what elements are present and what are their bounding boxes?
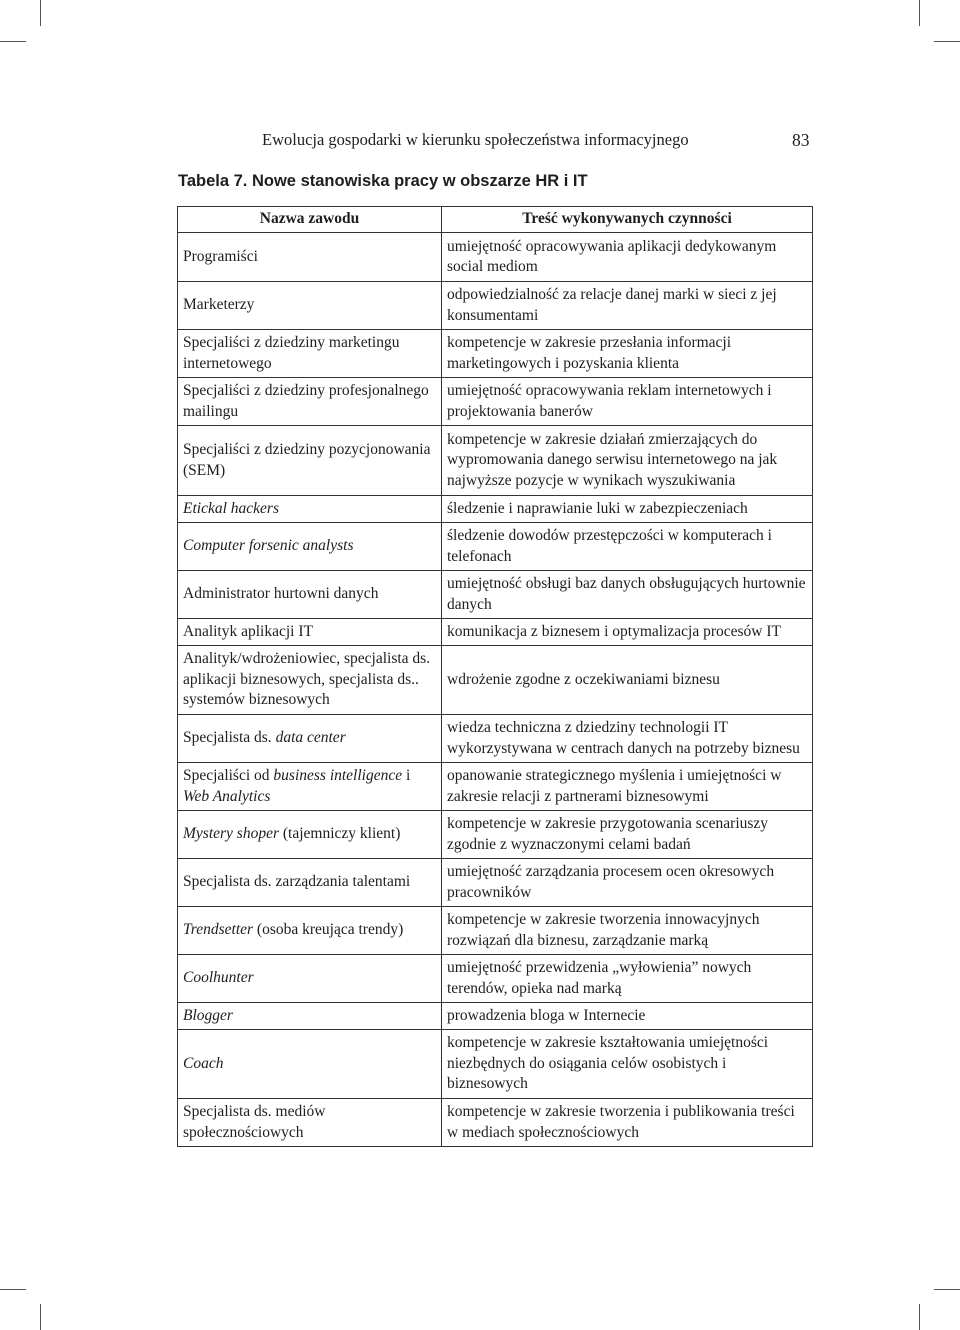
job-name-cell [178, 233, 442, 282]
job-name-italic-part: Coolhunter [183, 969, 254, 987]
job-name-cell [178, 282, 442, 330]
duties-cell: kompetencje w zakresie działań zmierzających do wypromowania danego serwisu internetowego na jak najwyższe pozycje w wynikach wyszukiwania [442, 426, 813, 496]
job-name-part: Marketerzy [183, 296, 255, 314]
job-name-part: Specjaliści od [183, 767, 274, 784]
duties-cell: odpowiedzialność za relacje danej marki w sieci z jej konsumentami [442, 282, 813, 330]
crop-mark [934, 1289, 960, 1290]
duties-cell: umiejętność obsługi baz danych obsługujących hurtownie danych [442, 571, 813, 619]
duties-cell: wdrożenie zgodne z oczekiwaniami biznesu [442, 646, 813, 715]
crop-mark [40, 0, 41, 26]
job-name-cell [178, 523, 442, 571]
job-name-cell [178, 646, 442, 715]
job-name-part: Specjaliści z dziedziny pozycjonowania (SEM) [183, 441, 431, 479]
job-name-italic-part: Coach [183, 1054, 224, 1072]
table-row [178, 763, 813, 811]
table-body [178, 233, 813, 1147]
job-name-cell [178, 1099, 442, 1147]
duties-cell: umiejętność opracowywania aplikacji dedykowanym social mediom [442, 233, 813, 282]
job-name-part: (tajemniczy klient) [279, 825, 401, 843]
table-row [178, 1030, 813, 1099]
duties-cell: umiejętność zarządzania procesem ocen okresowych pracowników [442, 859, 813, 907]
job-name-cell [178, 619, 442, 646]
job-name-italic-part: Trendsetter [183, 921, 254, 939]
job-name-italic-part: Computer forsenic analysts [183, 537, 354, 555]
job-name-part: Analityk aplikacji IT [183, 622, 313, 640]
duties-cell: kompetencje w zakresie przesłania informacji marketingowych i pozyskania klienta [442, 330, 813, 378]
table-row [178, 859, 813, 907]
job-name-cell [178, 955, 442, 1003]
table-header-row [178, 207, 813, 233]
duties-cell: śledzenie dowodów przestępczości w komputerach i telefonach [442, 523, 813, 571]
table-row [178, 282, 813, 330]
table-row [178, 646, 813, 715]
job-name-italic-part: data center [275, 729, 346, 747]
job-name-cell [178, 763, 442, 811]
duties-cell: opanowanie strategicznego myślenia i umiejętności w zakresie relacji z partnerami biznesowymi [442, 763, 813, 811]
job-name-part: Administrator hurtowni danych [183, 585, 379, 603]
job-name-cell [178, 907, 442, 955]
table-row [178, 907, 813, 955]
duties-cell: komunikacja z biznesem i optymalizacja procesów IT [442, 619, 813, 646]
job-name-part: (osoba kreująca trendy) [253, 921, 404, 939]
table-row [178, 426, 813, 496]
table-row [178, 378, 813, 426]
job-name-italic-part: Web Analytics [183, 787, 271, 805]
table-caption: Tabela 7. Nowe stanowiska pracy w obszarze HR i IT [178, 172, 588, 190]
job-name-italic-part: Blogger [183, 1006, 233, 1024]
job-name-cell [178, 426, 442, 496]
crop-mark [934, 41, 960, 42]
table-row [178, 496, 813, 523]
job-name-part: Analityk/wdrożeniowiec, specjalista ds. aplikacji biznesowych, specjalista ds.. systemów biznesowych [183, 650, 431, 709]
job-name-italic-part: Etickal hackers [183, 499, 279, 517]
job-name-part: Specjaliści z dziedziny profesjonalnego mailingu [183, 382, 429, 420]
jobs-table [177, 206, 813, 1147]
job-name-part: Specjaliści z dziedziny marketingu internetowego [183, 334, 400, 372]
duties-cell: prowadzenia bloga w Internecie [442, 1003, 813, 1030]
crop-mark [0, 1289, 26, 1290]
table-row [178, 330, 813, 378]
job-name-cell [178, 715, 442, 763]
job-name-part: Specjalista ds. mediów społecznościowych [183, 1103, 326, 1141]
table-row [178, 619, 813, 646]
job-name-cell [178, 378, 442, 426]
table-row [178, 715, 813, 763]
duties-cell: umiejętność przewidzenia „wyłowienia” nowych terendów, opieka nad marką [442, 955, 813, 1003]
crop-mark [919, 1304, 920, 1330]
duties-cell: kompetencje w zakresie tworzenia innowacyjnych rozwiązań dla biznesu, zarządzanie marką [442, 907, 813, 955]
job-name-italic-part: business intelligence [273, 767, 403, 784]
page-number: 83 [792, 130, 810, 150]
job-name-part: i [402, 767, 411, 784]
table-row [178, 955, 813, 1003]
job-name-cell [178, 811, 442, 859]
job-name-cell [178, 1030, 442, 1099]
job-name-cell [178, 1003, 442, 1030]
column-header-duties: Treść wykonywanych czynności [442, 207, 813, 233]
duties-cell: kompetencje w zakresie tworzenia i publikowania treści w mediach społecznościowych [442, 1099, 813, 1147]
job-name-cell [178, 859, 442, 907]
running-header: Ewolucja gospodarki w kierunku społeczeństwa informacyjnego [262, 130, 689, 149]
job-name-italic-part: Mystery shoper [183, 825, 279, 843]
crop-mark [0, 41, 26, 42]
table-row [178, 1099, 813, 1147]
table-row [178, 571, 813, 619]
crop-mark [40, 1304, 41, 1330]
duties-cell: wiedza techniczna z dziedziny technologii IT wykorzystywana w centrach danych na potrzeby biznesu [442, 715, 813, 763]
duties-cell: śledzenie i naprawianie luki w zabezpieczeniach [442, 496, 813, 523]
job-name-cell [178, 496, 442, 523]
crop-mark [919, 0, 920, 26]
job-name-part: Specjalista ds. zarządzania talentami [183, 873, 411, 891]
table-row [178, 1003, 813, 1030]
table-row [178, 811, 813, 859]
table-row [178, 523, 813, 571]
duties-cell: kompetencje w zakresie kształtowania umiejętności niezbędnych do osiągania celów osobistych i biznesowych [442, 1030, 813, 1099]
job-name-part: Specjalista ds. [183, 729, 276, 747]
job-name-cell [178, 571, 442, 619]
column-header-job-name: Nazwa zawodu [178, 207, 442, 233]
job-name-cell [178, 330, 442, 378]
duties-cell: kompetencje w zakresie przygotowania scenariuszy zgodnie z wyznaczonymi celami badań [442, 811, 813, 859]
job-name-part: Programiści [183, 247, 258, 265]
duties-cell: umiejętność opracowywania reklam internetowych i projektowania banerów [442, 378, 813, 426]
table-row [178, 233, 813, 282]
